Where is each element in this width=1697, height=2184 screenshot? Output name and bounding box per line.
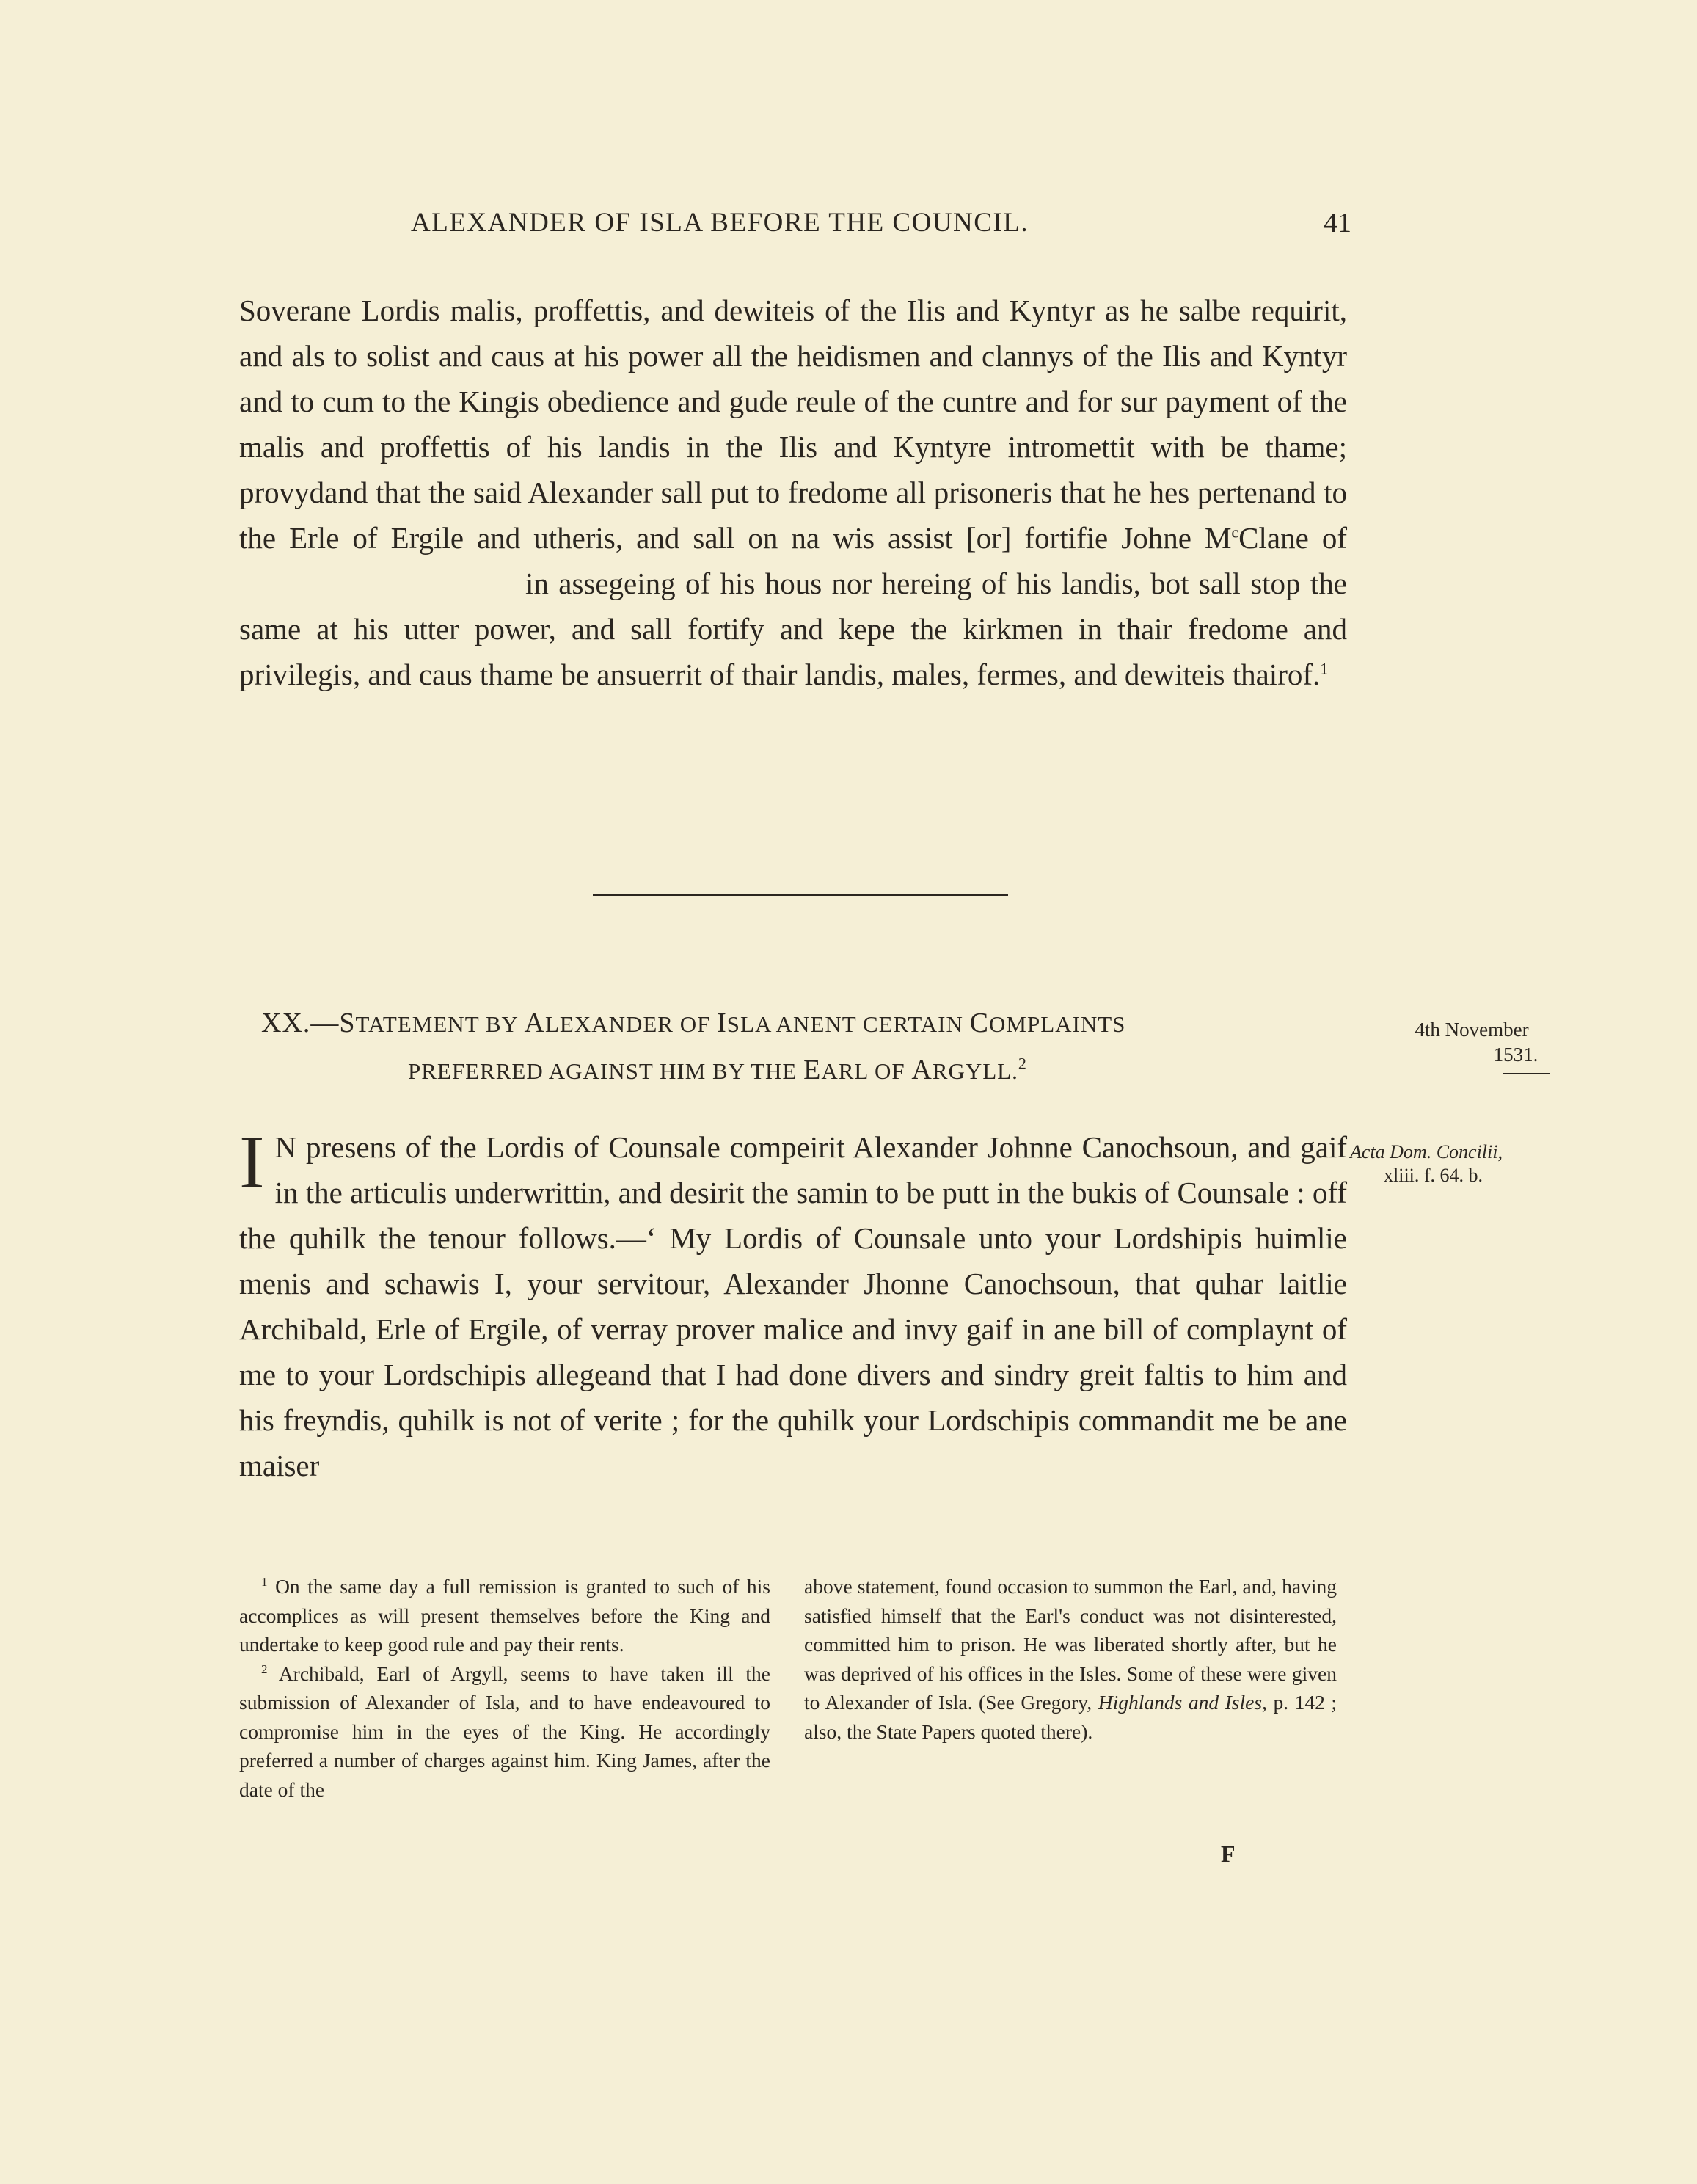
heading2-cap-2: A xyxy=(911,1055,933,1085)
heading-word-4-cap: C xyxy=(969,1008,989,1038)
signature-mark: F xyxy=(1221,1841,1236,1867)
heading-word-3-rest: SLA ANENT CERTAIN xyxy=(726,1011,970,1037)
page-number: 41 xyxy=(1324,208,1351,239)
margin-ref-title: Acta Dom. Concilii, xyxy=(1350,1141,1503,1162)
heading-word-2-cap: A xyxy=(524,1008,545,1038)
paragraph-text-part1: Soverane Lordis malis, proffettis, and dewiteis of the Ilis and Kyntyr as he salbe requirit, and als to solist and caus at his power all the heidismen and clannys of the Ilis and Kyntyr and to cum to the Kingis obedience and gude reule of the cuntre and for sur payment of the malis and proffettis of his landis in the Ilis and Kyntyre intromettit with be thame; provydand that the said Alexander sall put to fredome all prisoneris that he hes pertenand to the Erle of Ergile and utheris, and sall on na wis assist [or] fortifie Johne M xyxy=(239,294,1347,555)
section-divider xyxy=(593,894,1008,896)
footnote-2-italic-title: Highlands and Isles, xyxy=(1098,1691,1267,1714)
heading-word-2-rest: LEXANDER OF xyxy=(544,1011,718,1037)
margin-date-rule xyxy=(1503,1073,1550,1074)
footnote-marker-2: 2 xyxy=(1018,1054,1027,1073)
section-heading-line2 xyxy=(408,1054,1027,1086)
heading-word-4-rest: OMPLAINTS xyxy=(989,1011,1126,1037)
paragraph-text-part3: in assegeing of his hous nor hereing of his landis, bot sall stop the same at his utter power, and sall fortify and kepe the kirkmen in thair fredome and privilegis, and caus thame be ansuerrit of thair landis, males, fermes, and dewiteis thairof. xyxy=(239,567,1347,691)
margin-reference xyxy=(1350,1140,1563,1187)
section-paragraph xyxy=(239,1120,1347,1488)
margin-date-year: 1531. xyxy=(1493,1044,1539,1066)
drop-cap: I xyxy=(239,1120,265,1204)
margin-date-day: 4th November xyxy=(1415,1019,1529,1041)
footnote-2-text-right-b: p. 142 ; also, the State Papers quoted there). xyxy=(804,1691,1337,1743)
heading2-text-3: RGYLL. xyxy=(932,1058,1018,1084)
footnote-2-mark: 2 xyxy=(261,1661,268,1676)
footnote-1-mark: 1 xyxy=(261,1574,268,1589)
margin-date xyxy=(1384,1017,1560,1074)
section-number: XX.— xyxy=(261,1008,340,1038)
footnotes-right-column xyxy=(804,1572,1337,1746)
heading2-cap-1: E xyxy=(803,1055,822,1085)
footnote-2-text-right-a: above statement, found occasion to summon the Earl, and, having satisfied himself that the Earl's conduct was not disinterested, committed him to prison. He was liberated shortly after, but he was deprived of his offices in the Isles. Some of these were given to Alexander of Isla. (See Gregory, xyxy=(804,1575,1337,1714)
heading-word-1-cap: S xyxy=(339,1008,356,1038)
footnote-marker-1: 1 xyxy=(1320,659,1329,678)
section-heading-line1 xyxy=(261,1007,1125,1039)
heading-word-1-rest: TATEMENT BY xyxy=(355,1011,525,1037)
paragraph-text-part2: Clane of xyxy=(1238,521,1347,555)
continued-paragraph xyxy=(239,288,1347,697)
footnotes-left-column xyxy=(239,1572,770,1804)
footnote-2-continued xyxy=(804,1572,1337,1746)
section-body-text: N presens of the Lordis of Counsale compeirit Alexander Johnne Canochsoun, and gaif in the articulis underwrittin, and desirit the samin to be putt in the bukis of Counsale : off the quhilk the tenour follows.—‘ My Lordis of Counsale unto your Lordshipis huimlie menis and schawis I, your servitour, Alexander Jhonne Canochsoun, that quhar laitlie Archibald, Erle of Ergile, of verray prover malice and invy gaif in ane bill of complaynt of me to your Lordschipis allegeand that I had done divers and sindry greit faltis to him and his freyndis, quhilk is not of verite ; for the quhilk your Lordschipis commandit me be ane maiser xyxy=(239,1130,1347,1482)
running-title: ALEXANDER OF ISLA BEFORE THE COUNCIL. xyxy=(411,208,1029,238)
footnote-2-text-left: Archibald, Earl of Argyll, seems to have taken ill the submission of Alexander of Isla, and to have endeavoured to compromise him in the eyes of the King. He accordingly preferred a number of charges against him. King James, after the date of the xyxy=(239,1661,771,1801)
footnote-1 xyxy=(239,1572,770,1659)
heading-word-3-cap: I xyxy=(717,1008,727,1038)
footnote-1-text: On the same day a full remission is granted to such of his accomplices as will present themselves before the King and undertake to keep good rule and pay their rents. xyxy=(239,1575,771,1656)
superscript-c: c xyxy=(1231,523,1239,542)
heading2-text-1: PREFERRED AGAINST HIM BY THE xyxy=(408,1058,804,1084)
footnote-2 xyxy=(239,1659,770,1805)
heading2-text-2: ARL OF xyxy=(821,1058,912,1084)
margin-ref-detail: xliii. f. 64. b. xyxy=(1384,1165,1483,1186)
